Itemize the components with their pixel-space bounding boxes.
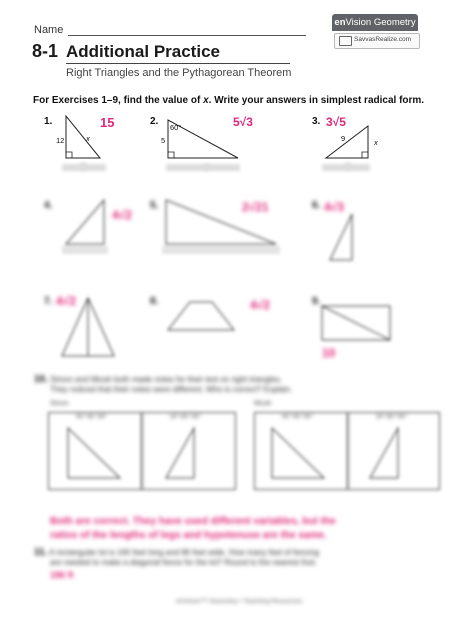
exercise-2-answer: 5√3 xyxy=(233,115,253,129)
exercise-6-number: 6. xyxy=(312,200,321,211)
question-10-answer-2: ratios of the lengths of legs and hypotenuse are the same. xyxy=(50,530,327,541)
question-11-line-2: are needed to make a diagonal fence for the lot? Round to the nearest foot. xyxy=(50,558,317,567)
question-10-line-1: Simon and Micah both made notes for their test on right triangles. xyxy=(50,375,282,384)
exercise-5-answer: 2√21 xyxy=(242,200,269,214)
footer-text: enVision™ Geometry • Teaching Resources xyxy=(176,598,303,605)
question-11 xyxy=(34,547,434,558)
question-10-answer-1: Both are correct. They have used different variables, but the xyxy=(50,516,336,527)
exercise-3-label-right: x xyxy=(374,138,378,147)
question-10-number: 10. xyxy=(34,374,48,385)
simon-label: Simon xyxy=(50,400,69,407)
realize-url: SavvasRealize.com xyxy=(354,36,412,43)
exercise-1-label-left: 12 xyxy=(56,136,65,145)
exercise-2-number: 2. xyxy=(150,116,159,127)
lesson-number: 8-1 xyxy=(32,41,59,61)
simon-card-1-header: 45°-45°-90° xyxy=(76,414,108,420)
exercise-3-answer: 3√5 xyxy=(326,115,346,129)
micah-label: Micah xyxy=(254,400,272,407)
page-title: Additional Practice xyxy=(66,42,220,61)
exercise-7-answer: 4√2 xyxy=(56,294,76,308)
instructions-text-1: For Exercises 1–9, find the value of xyxy=(33,95,204,106)
exercise-1-answer: 15 xyxy=(100,115,115,130)
exercise-3-number: 3. xyxy=(312,116,321,127)
brand-name: Vision Geometry xyxy=(345,17,416,28)
question-11-answer: 186 ft xyxy=(50,570,74,580)
exercise-8-answer: 4√2 xyxy=(250,298,270,312)
exercise-3-label-hyp: 9 xyxy=(341,134,346,143)
exercise-2-label-angle: 60° xyxy=(170,123,182,132)
micah-card-2-header: 30°-60°-90° xyxy=(376,414,408,420)
exercise-8-number: 8. xyxy=(150,296,159,307)
brand-prefix: en xyxy=(334,17,346,28)
question-11-number: 11. xyxy=(34,547,48,558)
exercise-9-number: 9. xyxy=(312,296,321,307)
instructions-text-2: . Write your answers in simplest radical form. xyxy=(208,95,425,106)
micah-card-1-header: 45°-45°-90° xyxy=(282,414,314,420)
name-label: Name xyxy=(34,24,64,36)
exercise-9-answer: 10 xyxy=(322,346,336,360)
instructions-var: x xyxy=(203,95,209,106)
exercise-5-number: 5. xyxy=(150,200,159,211)
exercise-4-number: 4. xyxy=(44,200,53,211)
exercise-1-number: 1. xyxy=(44,116,53,127)
question-11-line-1: A rectangular lot is 165 feet long and 86 feet wide. How many feet of fencing xyxy=(49,548,320,557)
exercise-1-label-hyp: x xyxy=(86,134,90,143)
exercise-4-answer: 4√2 xyxy=(112,208,132,222)
page-subtitle: Right Triangles and the Pythagorean Theorem xyxy=(66,67,292,79)
question-10-line-2: They noticed that their notes were different. Who is correct? Explain. xyxy=(50,385,293,394)
exercise-6-answer: 4√3 xyxy=(324,200,344,214)
exercise-7-number: 7. xyxy=(44,296,53,307)
exercise-2-label-left: 5 xyxy=(161,136,166,145)
simon-card-2-header: 30°-60°-90° xyxy=(170,414,202,420)
